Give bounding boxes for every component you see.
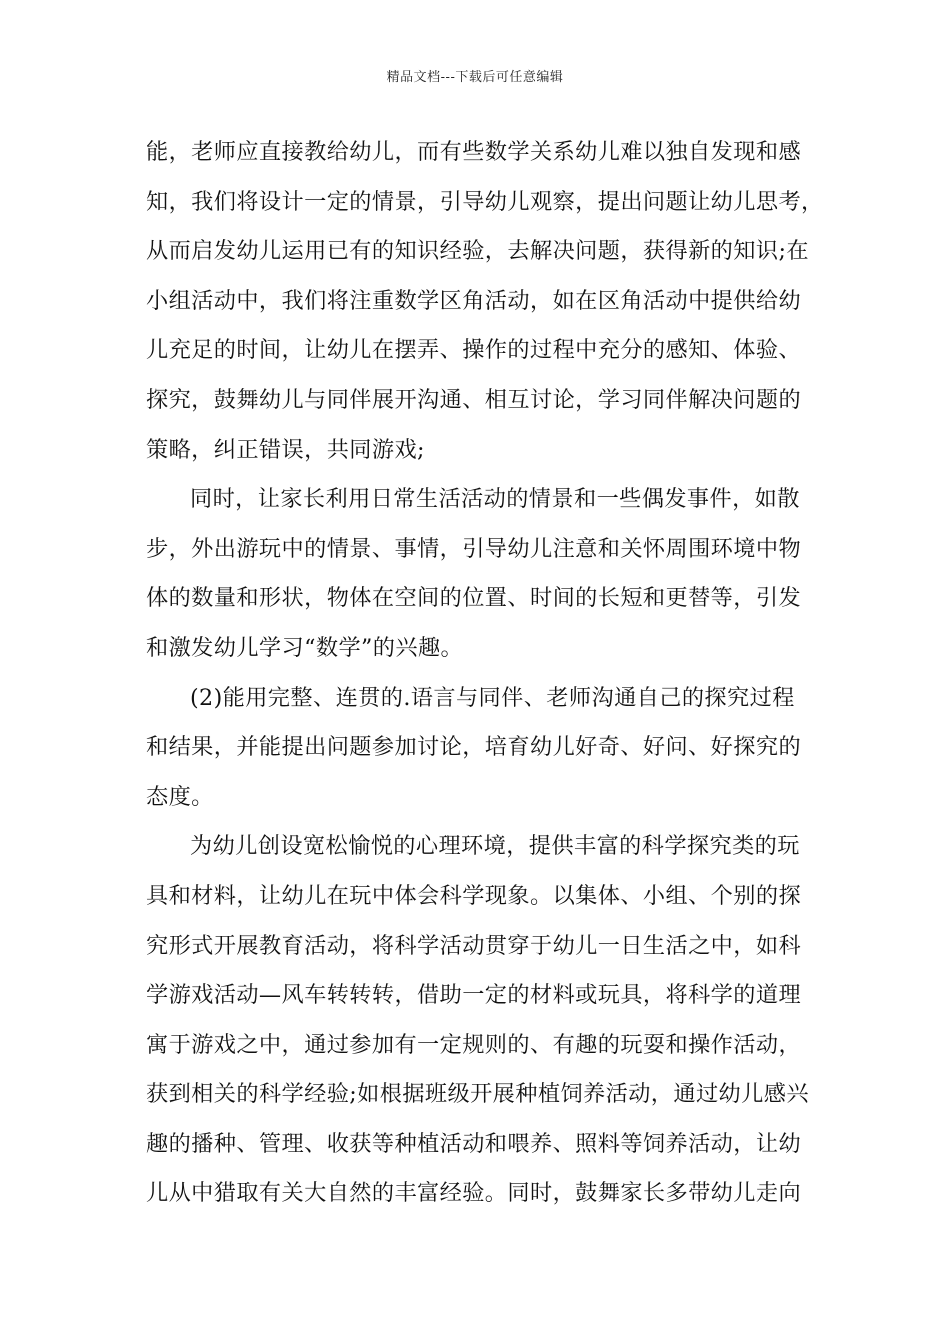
- document-body: [146, 128, 824, 1219]
- text-line: 获到相关的科学经验;如根据班级开展种植饲养活动，通过幼儿感兴: [146, 1081, 809, 1108]
- paragraph-start-line: 同时，让家长利用日常生活活动的情景和一些偶发事件，如散: [190, 486, 800, 513]
- text-line: 儿充足的时间，让幼儿在摆弄、操作的过程中充分的感知、体验、: [146, 337, 802, 364]
- text-line: 态度。: [146, 783, 214, 810]
- text-line: 具和材料，让幼儿在玩中体会科学现象。以集体、小组、个别的探: [146, 882, 802, 909]
- text-line: 步，外出游玩中的情景、事情，引导幼儿注意和关怀周围环境中物: [146, 535, 802, 562]
- text-line: 儿从中猎取有关大自然的丰富经验。同时，鼓舞家长多带幼儿走向: [146, 1180, 802, 1207]
- page-header: 精品文档---下载后可任意编辑: [386, 70, 564, 85]
- text-line: 能，老师应直接教给幼儿，而有些数学关系幼儿难以独自发现和感: [146, 139, 802, 165]
- text-line: 趣的播种、管理、收获等种植活动和喂养、照料等饲养活动，让幼: [146, 1130, 802, 1157]
- text-line: 和结果，并能提出问题参加讨论，培育幼儿好奇、好问、好探究的: [146, 734, 802, 761]
- text-line: 小组活动中，我们将注重数学区角活动，如在区角活动中提供给幼: [146, 287, 802, 314]
- paragraph-start-line: (2)能用完整、连贯的.语言与同伴、老师沟通自己的探究过程: [190, 684, 795, 711]
- text-line: 从而启发幼儿运用已有的知识经验，去解决问题，获得新的知识;在: [146, 238, 809, 265]
- text-line: 策略，纠正错误，共同游戏;: [146, 436, 425, 463]
- text-line: 和激发幼儿学习“数学”的兴趣。: [146, 634, 464, 661]
- text-line: 学游戏活动—风车转转转，借助一定的材料或玩具，将科学的道理: [146, 982, 802, 1009]
- text-line: 寓于游戏之中，通过参加有一定规则的、有趣的玩耍和操作活动，: [146, 1031, 802, 1058]
- text-line: 体的数量和形状，物体在空间的位置、时间的长短和更替等，引发: [146, 585, 802, 612]
- paragraph-start-line: 为幼儿创设宽松愉悦的心理环境，提供丰富的科学探究类的玩: [190, 833, 800, 860]
- text-line: 知，我们将设计一定的情景，引导幼儿观察，提出问题让幼儿思考，: [146, 188, 824, 215]
- text-line: 究形式开展教育活动，将科学活动贯穿于幼儿一日生活之中，如科: [146, 932, 802, 959]
- text-line: 探究，鼓舞幼儿与同伴展开沟通、相互讨论，学习同伴解决问题的: [146, 386, 802, 413]
